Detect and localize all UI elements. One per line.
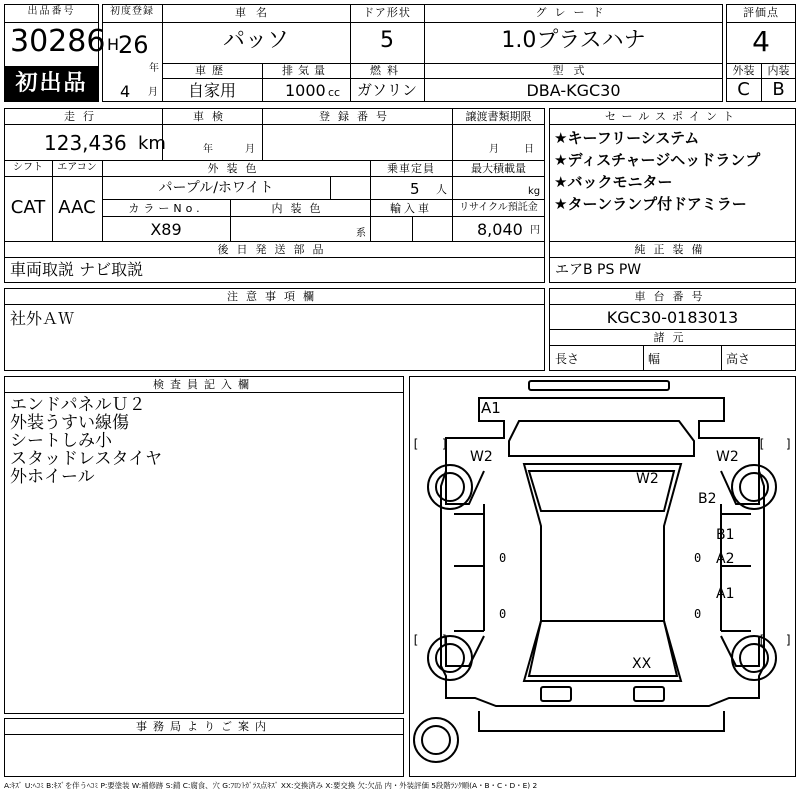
inspection-label: 車検 xyxy=(193,110,231,123)
first-reg-label: 初度登録 xyxy=(110,6,154,17)
chassis-label: 車台番号 xyxy=(634,290,711,303)
mark-w2-front-right: W2 xyxy=(716,449,739,465)
transfer-day-unit: 日 xyxy=(524,144,534,155)
int-grade-label: 内装 xyxy=(767,64,790,77)
model-label: 型式 xyxy=(552,64,595,77)
displacement-value: 1000 xyxy=(285,81,326,100)
ext-color-label: 外装色 xyxy=(207,162,265,175)
svg-text:]: ] xyxy=(785,437,793,451)
later-parts-value: 車両取説 ナビ取説 xyxy=(10,260,144,279)
car-name-label: 車名 xyxy=(235,6,277,19)
wheel-rl xyxy=(428,636,472,680)
svg-text:[: [ xyxy=(758,633,766,647)
mark-a1-front: A1 xyxy=(481,399,501,417)
recycle-label: リサイクル預託金 xyxy=(459,202,538,213)
svg-text:]: ] xyxy=(441,437,449,451)
color-no-value: X89 xyxy=(150,220,182,239)
first-listing-badge: 初出品 xyxy=(5,66,98,101)
sales-point-1: ★キーフリーシステム xyxy=(554,129,700,147)
doors-value: 5 xyxy=(380,28,394,53)
cabin-outline xyxy=(524,464,681,681)
width-label: 幅 xyxy=(648,352,661,366)
svg-text:[: [ xyxy=(758,437,766,451)
rear-lamp-right xyxy=(634,687,664,701)
transfer-doc-label: 譲渡書類期限 xyxy=(465,110,532,123)
sales-point-label: セールスポイント xyxy=(604,110,740,123)
ext-grade-label: 外装 xyxy=(732,64,755,77)
grade-label: グレード xyxy=(535,6,612,19)
svg-text:0: 0 xyxy=(499,551,507,565)
color-no-label: カラーNo. xyxy=(128,202,204,215)
inspector-line: 外ホイール xyxy=(10,467,95,487)
load-unit: kg xyxy=(528,186,541,197)
history-label: 車歴 xyxy=(195,64,229,77)
first-reg-year: 26 xyxy=(118,31,149,59)
windshield xyxy=(509,421,694,456)
inspector-line: シートしみ小 xyxy=(10,431,112,451)
svg-text:[: [ xyxy=(412,437,420,451)
wheel-fr xyxy=(732,465,776,509)
door-label: ドア形状 xyxy=(363,6,411,19)
car-diagram xyxy=(409,376,796,777)
score-label: 評価点 xyxy=(743,6,779,19)
wheel-arch-fl xyxy=(446,471,484,504)
ac-value: AAC xyxy=(58,197,96,218)
int-color-unit: 系 xyxy=(356,228,366,239)
svg-text:0: 0 xyxy=(694,551,702,565)
sales-point-4: ★ターンランプ付ドアミラー xyxy=(554,195,747,213)
svg-text:0: 0 xyxy=(694,607,702,621)
mark-a2: A2 xyxy=(716,551,735,567)
era-label: H xyxy=(107,35,120,54)
fuel-label: 燃料 xyxy=(370,64,404,77)
svg-text:]: ] xyxy=(441,633,449,647)
lot-number: 30286 xyxy=(10,24,106,59)
month-unit: 月 xyxy=(148,87,158,98)
mark-b1: B1 xyxy=(716,527,735,543)
dims-label: 諸元 xyxy=(653,331,692,344)
sales-point-2: ★ディスチャージヘッドランプ xyxy=(554,151,761,169)
height-label: 高さ xyxy=(726,352,751,366)
mileage-value: 123,436 xyxy=(44,131,127,155)
recycle-value: 8,040 xyxy=(477,220,523,239)
first-reg-month: 4 xyxy=(120,82,131,101)
wheel-arch-rl xyxy=(446,636,484,666)
sales-point-3: ★バックモニター xyxy=(554,173,673,191)
inspector-line: 外装うすい線傷 xyxy=(10,413,129,433)
shift-label: シフト xyxy=(13,162,43,173)
rear-bumper xyxy=(479,711,724,731)
transfer-month-unit: 月 xyxy=(489,144,499,155)
equipment-label: 純正装備 xyxy=(634,243,711,256)
load-label: 最大積載量 xyxy=(471,162,526,175)
reg-no-label: 登録番号 xyxy=(319,110,395,123)
insp-year-unit: 年 xyxy=(203,144,213,155)
mileage-label: 走行 xyxy=(64,110,102,123)
displacement-unit: cc xyxy=(328,86,341,99)
int-color-label: 内装色 xyxy=(271,202,329,215)
inspector-line: エンドパネルＵ２ xyxy=(10,395,146,415)
inspector-label: 検査員記入欄 xyxy=(153,378,255,391)
rear-lamp-left xyxy=(541,687,571,701)
svg-text:[: [ xyxy=(412,633,420,647)
capacity-label: 乗車定員 xyxy=(387,162,435,175)
inspector-notes xyxy=(10,396,162,486)
svg-text:0: 0 xyxy=(499,607,507,621)
svg-text:]: ] xyxy=(785,633,793,647)
mark-w2-front-left: W2 xyxy=(470,449,493,465)
recycle-unit: 円 xyxy=(530,225,540,236)
capacity-unit: 人 xyxy=(436,183,447,196)
mark-a1-rear: A1 xyxy=(716,586,735,602)
int-grade-value: B xyxy=(772,79,785,100)
lot-label: 出品番号 xyxy=(27,6,76,17)
fuel-value: ガソリン xyxy=(356,81,417,99)
ext-color-value: パープル/ホワイト xyxy=(158,180,274,196)
inspector-line: スタッドレスタイヤ xyxy=(10,449,163,469)
mark-w2-hood: W2 xyxy=(636,471,659,487)
front-bumper-bar xyxy=(529,381,669,390)
notes-label: 注意事項欄 xyxy=(227,290,322,303)
legend-text: A:ｷｽﾞ U:ﾍｺﾐ B:ｷｽﾞを伴うﾍｺﾐ P:要塗装 W:補修跡 S:錆 C:腐食、穴 G:ﾌﾛﾝﾄｶﾞﾗｽ点ｷｽﾞ XX:交換済み X:要交換 欠:欠品 内・外装評価 5段階ﾗﾝｸ順(A・B・C・D・E) 2 xyxy=(4,781,538,790)
ac-label: エアコン xyxy=(57,162,97,173)
length-label: 長さ xyxy=(555,352,580,366)
spare-wheel xyxy=(414,718,458,762)
later-parts-label: 後日発送部品 xyxy=(217,243,332,256)
shift-value: CAT xyxy=(10,197,46,218)
grade-value: 1.0プラスハナ xyxy=(501,28,646,53)
car-name: パッソ xyxy=(222,28,289,53)
history-value: 自家用 xyxy=(187,81,236,100)
wheel-rr xyxy=(732,636,776,680)
rear-window xyxy=(529,621,677,676)
capacity-value: 5 xyxy=(410,180,420,198)
model-value: DBA-KGC30 xyxy=(526,81,621,100)
chassis-number: KGC30-0183013 xyxy=(606,308,739,327)
ext-grade-value: C xyxy=(737,79,750,100)
mark-xx: XX xyxy=(632,656,652,672)
insp-month-unit: 月 xyxy=(245,144,255,155)
score-value: 4 xyxy=(752,25,770,58)
wheel-fl xyxy=(428,465,472,509)
notes-text: 社外ＡＷ xyxy=(10,309,75,328)
import-label: 輸入車 xyxy=(390,202,432,215)
mark-b2: B2 xyxy=(698,491,717,507)
office-label: 事務局よりご案内 xyxy=(136,720,272,733)
year-unit: 年 xyxy=(149,63,159,74)
displacement-label: 排気量 xyxy=(282,64,330,77)
equipment-value: エアB PS PW xyxy=(555,262,642,278)
mileage-unit: km xyxy=(138,133,166,154)
